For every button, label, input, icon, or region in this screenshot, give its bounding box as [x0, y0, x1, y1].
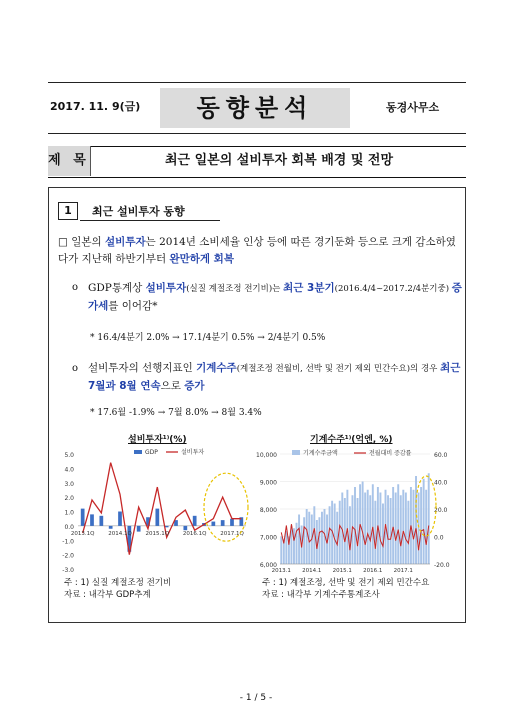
x-tick-label: 2016.1: [363, 568, 383, 574]
subject-label: 제 목: [48, 146, 91, 176]
x-tick-label: 2015.1: [332, 568, 352, 574]
legend-label-growth: 전월대비 증감률: [369, 450, 412, 457]
orders-bar: [369, 495, 371, 564]
report-date: 2017. 11. 9(금): [50, 100, 141, 113]
gdp-bar: [193, 516, 197, 526]
paragraph-machinery-orders: 설비투자의 선행지표인 기계수주(계절조정 전월비, 선박 및 전기 제외 민간수요)의 경우 최근 7월과 8월 연속으로 증가: [88, 362, 461, 392]
orders-bar: [420, 487, 422, 564]
header-bottom-rule: [48, 133, 466, 134]
y-tick-label: -3.0: [62, 567, 74, 574]
orders-bar: [321, 512, 323, 564]
y-tick-label: 3.0: [64, 480, 74, 488]
section-underline: [80, 220, 220, 221]
gdp-bar: [99, 516, 103, 526]
orders-bar: [400, 495, 402, 564]
gdp-bar: [183, 526, 187, 530]
section-title: 최근 설비투자 동향: [92, 205, 185, 218]
chart1-note: 주 : 1) 실질 계절조정 전기비: [64, 578, 172, 588]
orders-bar: [357, 498, 359, 564]
circle-bullet-2: o: [72, 363, 79, 374]
y-tick-label: 5.0: [64, 452, 74, 459]
y-tick-label: -1.0: [62, 538, 74, 546]
circle-bullet-1: o: [72, 282, 79, 293]
orders-bar: [395, 493, 397, 565]
x-tick-label: 2014.1: [302, 568, 322, 574]
machinery-orders-chart: [248, 444, 463, 576]
gdp-bar: [109, 526, 113, 529]
chart2-note: 주 : 1) 계절조정, 선박 및 전기 제외 민간수요: [262, 578, 430, 588]
orders-bar: [306, 509, 308, 564]
orders-bar: [390, 498, 392, 564]
section-number: 1: [58, 202, 78, 220]
orders-bar: [374, 501, 376, 564]
report-type-title: 동향분석: [160, 88, 350, 128]
x-tick-label: 2016.1Q: [182, 530, 207, 537]
chart2-title: 기계수주¹⁾(억엔, %): [310, 435, 393, 445]
gdp-bar: [230, 519, 234, 526]
gdp-bar: [137, 526, 141, 532]
orders-bar: [372, 484, 374, 564]
orders-bar: [334, 504, 336, 565]
paragraph-investment-overview: □ 일본의 설비투자는 2014년 소비세율 인상 등에 따른 경기둔화 등으로 크게 감소하였다가 지난해 하반기부터 완만하게 회복: [58, 236, 456, 265]
orders-bar: [318, 517, 320, 564]
x-tick-label: 2013.1Q: [70, 530, 95, 537]
legend-label-gdp: GDP: [145, 449, 158, 456]
orders-bar: [285, 531, 287, 564]
legend-label-orders: 기계수주금액: [303, 450, 338, 457]
orders-bar: [379, 493, 381, 565]
y-right-tick-label: 40.0: [434, 479, 448, 487]
orders-bar: [402, 490, 404, 564]
y-right-tick-label: 60.0: [434, 452, 448, 459]
y-tick-label: 4.0: [64, 466, 74, 474]
y-tick-label: 2.0: [64, 495, 74, 503]
y-right-tick-label: -20.0: [434, 562, 450, 569]
header-top-rule: [48, 82, 466, 83]
x-tick-label: 2013.1: [271, 568, 291, 574]
gdp-bar: [155, 509, 159, 526]
legend-swatch-orders: [292, 450, 300, 455]
orders-bar: [346, 490, 348, 564]
y-left-tick-label: 6,000: [259, 562, 277, 569]
orders-bar: [364, 493, 366, 565]
orders-bar: [382, 504, 384, 565]
paragraph-gdp-investment: GDP통계상 설비투자(실질 계절조정 전기비)는 최근 3분기(2016.4/4~2017.2/4분기중) 증가세를 이어감*: [88, 282, 462, 312]
y-left-tick-label: 10,000: [256, 452, 277, 459]
chart2-source: 자료 : 내각부 기계수주통계조사: [262, 590, 380, 600]
note-gdp-growth: * 16.4/4분기 2.0% → 17.1/4분기 0.5% → 2/4분기 0.5%: [90, 333, 326, 343]
orders-bar: [280, 537, 282, 565]
investment-line: [83, 463, 242, 555]
gdp-bar: [118, 512, 122, 526]
x-tick-label: 2017.1: [393, 568, 413, 574]
office-name: 동경사무소: [386, 101, 440, 114]
y-left-tick-label: 9,000: [259, 479, 277, 487]
gdp-bar: [221, 520, 225, 526]
orders-bar: [367, 490, 369, 564]
gdp-bar: [211, 522, 215, 526]
orders-bar: [428, 473, 430, 564]
orders-bar: [349, 506, 351, 564]
orders-bar: [407, 501, 409, 564]
orders-bar: [397, 484, 399, 564]
orders-bar: [425, 490, 427, 564]
x-tick-label: 2017.1Q: [220, 530, 244, 537]
orders-bar: [392, 487, 394, 564]
orders-bar: [298, 515, 300, 565]
orders-bar: [405, 493, 407, 565]
gdp-bar: [90, 514, 94, 526]
chart1-title: 설비투자¹⁾(%): [128, 435, 187, 445]
orders-bar: [418, 493, 420, 565]
y-left-tick-label: 8,000: [259, 507, 277, 514]
legend-label-investment: 설비투자: [181, 449, 205, 456]
y-right-tick-label: 0.0: [434, 534, 444, 542]
y-tick-label: 1.0: [64, 509, 74, 517]
chart1-source: 자료 : 내각부 GDP추계: [64, 590, 151, 600]
orders-bar: [344, 498, 346, 564]
orders-bar: [387, 495, 389, 564]
legend-swatch-gdp: [134, 450, 142, 454]
y-tick-label: -2.0: [62, 552, 74, 560]
orders-bar: [362, 482, 364, 565]
orders-bar: [413, 490, 415, 564]
orders-bar: [296, 523, 298, 564]
gdp-bar: [81, 509, 85, 526]
square-bullet: □: [58, 236, 68, 248]
x-tick-label: 2015.1Q: [145, 530, 170, 537]
y-left-tick-label: 7,000: [259, 534, 277, 542]
note-machinery-growth: * 17.6월 -1.9% → 7월 8.0% → 8월 3.4%: [90, 408, 262, 418]
capital-investment-chart: [56, 444, 251, 576]
orders-bar: [303, 517, 305, 564]
page-number: - 1 / 5 -: [239, 693, 273, 703]
orders-bar: [423, 479, 425, 564]
x-tick-label: 2014.1Q: [108, 530, 132, 537]
orders-bar: [354, 487, 356, 564]
y-tick-label: 0.0: [64, 523, 74, 531]
subject-text: 최근 일본의 설비투자 회복 배경 및 전망: [164, 153, 394, 168]
y-right-tick-label: 20.0: [434, 507, 448, 514]
